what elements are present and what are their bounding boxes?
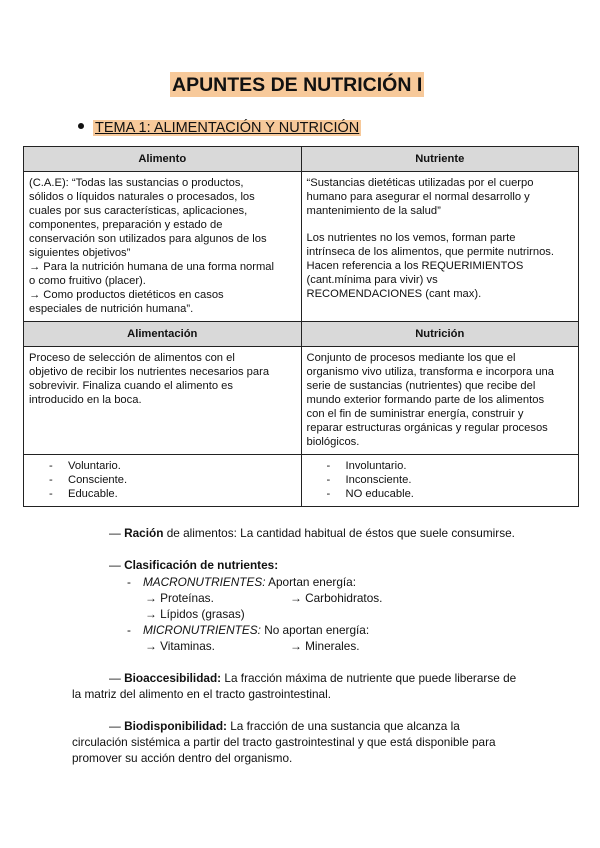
nutricion-definition: [301, 347, 579, 455]
term: Bioaccesibilidad:: [124, 671, 222, 685]
em-dash: —: [109, 526, 121, 540]
line: “Sustancias dietéticas utilizadas por el cuerpo: [306, 177, 534, 189]
line: sobrevivir. Finaliza cuando el alimento es: [29, 380, 233, 392]
line: mundo exterior formando parte de los alimentos: [306, 394, 545, 406]
line: intrínseca de los alimentos, que permite nutrirnos.: [306, 246, 554, 258]
list-item: - Consciente.: [49, 473, 296, 487]
table-header-row: [24, 322, 579, 347]
line: o como fruitivo (placer).: [29, 275, 146, 287]
em-dash: —: [109, 671, 121, 685]
line: componentes, preparación y estado de: [29, 219, 223, 231]
table-row: [24, 172, 579, 322]
list-item: - Educable.: [49, 487, 296, 501]
macro-label: MACRONUTRIENTES:: [142, 575, 266, 589]
list-item: - Voluntario.: [49, 459, 296, 473]
line: cuales por sus características, aplicaciones,: [29, 205, 248, 217]
bioaccesibilidad-note: [109, 670, 516, 686]
table-header-row: [24, 147, 579, 172]
list-item: → Lípidos (grasas): [145, 607, 245, 621]
note-text: de alimentos: La cantidad habitual de éstos que suele consumirse.: [163, 526, 515, 540]
list-item: → Proteínas.: [145, 591, 214, 605]
note-text: promover su acción dentro del organismo.: [72, 751, 293, 765]
clasificacion-heading: [109, 557, 278, 573]
topic-label: TEMA 1: ALIMENTACIÓN Y NUTRICIÓN: [95, 120, 360, 136]
line: → Para la nutrición humana de una forma normal: [29, 261, 275, 273]
line: introducido en la boca.: [29, 394, 142, 406]
table-row: [24, 455, 579, 507]
dash-bullet: -: [127, 575, 131, 589]
topic-heading: [78, 119, 361, 137]
line: humano para asegurar el normal desarrollo y: [306, 191, 530, 203]
note-text: la matriz del alimento en el tracto gastrointestinal.: [72, 687, 332, 701]
header-alimentacion: Alimentación: [24, 322, 302, 347]
micro-label: MICRONUTRIENTES:: [142, 623, 261, 637]
dash-bullet: -: [127, 623, 131, 637]
list-item: - Inconsciente.: [327, 473, 574, 487]
line: Los nutrientes no los vemos, forman parte: [306, 232, 516, 244]
line: especiales de nutrición humana”.: [29, 303, 194, 315]
line: serie de sustancias (nutrientes) que recibe del: [306, 380, 536, 392]
racion-note: [109, 525, 515, 541]
em-dash: —: [109, 719, 121, 733]
note-text: No aportan energía:: [260, 623, 370, 637]
note-text: La fracción máxima de nutriente que puede liberarse de: [221, 671, 517, 685]
header-nutricion: Nutrición: [301, 322, 579, 347]
em-dash: —: [109, 558, 121, 572]
table-row: [24, 347, 579, 455]
term: Clasificación de nutrientes:: [124, 558, 279, 572]
line: Conjunto de procesos mediante los que el: [306, 352, 516, 364]
line: organismo vivo utiliza, transforma e incorpora una: [306, 366, 554, 378]
line: Hacen referencia a los REQUERIMIENTOS: [306, 260, 524, 272]
line: objetivo de recibir los nutrientes necesarios para: [29, 366, 270, 378]
micro-row: [127, 622, 369, 638]
macro-row: [127, 574, 356, 590]
page-title: APUNTES DE NUTRICIÓN I: [172, 74, 423, 96]
alimentacion-traits: [24, 455, 302, 507]
line: reparar estructuras orgánicas y regular procesos: [306, 422, 548, 434]
line: (cant.mínima para vivir) vs: [306, 274, 438, 286]
line: Proceso de selección de alimentos con el: [29, 352, 235, 364]
line: → Como productos dietéticos en casos: [29, 289, 224, 301]
nutricion-traits: [301, 455, 579, 507]
line: siguientes objetivos”: [29, 247, 131, 259]
alimento-definition: [24, 172, 302, 322]
bullet-icon: [78, 123, 84, 129]
line: sólidos o líquidos naturales o procesados, los: [29, 191, 255, 203]
line: (C.A.E): “Todas las sustancias o productos,: [29, 177, 244, 189]
list-item: - Involuntario.: [327, 459, 574, 473]
list-item: - NO educable.: [327, 487, 574, 501]
note-text: Aportan energía:: [265, 575, 357, 589]
note-text: circulación sistémica a partir del tracto gastrointestinal y que está disponible para: [72, 735, 496, 749]
definitions-table: [23, 146, 579, 507]
note-text: La fracción de una sustancia que alcanza la: [226, 719, 460, 733]
term: Biodisponibilidad:: [124, 719, 227, 733]
list-item: → Vitaminas.: [145, 639, 215, 653]
line: RECOMENDACIONES (cant max).: [306, 288, 482, 300]
header-alimento: Alimento: [24, 147, 302, 172]
line: biológicos.: [306, 436, 360, 448]
line: conservación son utilizados para algunos de los: [29, 233, 267, 245]
term: Ración: [124, 526, 164, 540]
list-item: → Carbohidratos.: [290, 591, 383, 605]
biodisponibilidad-note: [109, 718, 460, 734]
header-nutriente: Nutriente: [301, 147, 579, 172]
alimentacion-definition: [24, 347, 302, 455]
list-item: → Minerales.: [290, 639, 360, 653]
line: con el fin de suministrar energía, construir y: [306, 408, 524, 420]
line: mantenimiento de la salud”: [306, 205, 441, 217]
nutriente-definition: [301, 172, 579, 322]
